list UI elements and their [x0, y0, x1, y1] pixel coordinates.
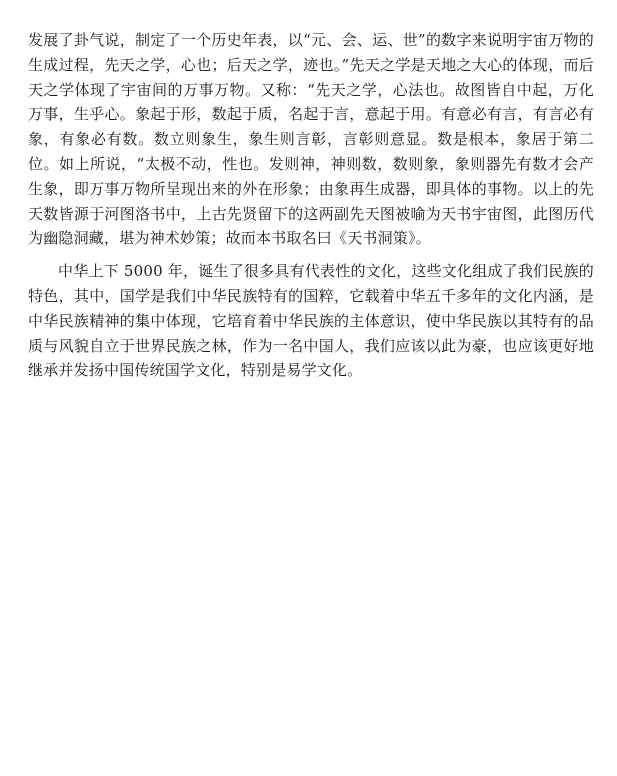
body-paragraph: 发展了卦气说，制定了一个历史年表，以“元、会、运、世”的数字来说明宇宙万物的生成过程，先天之学，心也；后天之学，迹也。”先天之学是天地之大心的体现，而后天之学体现了宇宙间的万事万物。又称：“先天之学，心法也。故图皆自中起，万化万事，生乎心。象起于形，数起于质，名起于言，意起于用。有意必有言，有言必有象，有象必有数。数立则象生，象生则言彰，言彰则意显。数是根本，象居于第二位。如上所说，“太极不动，性也。发则神，神则数，数则象，象则器先有数才会产生象，即万事万物所呈现出来的外在形象；由象再生成器，即具体的事物。以上的先天数皆源于河图洛书中，上古先贤留下的这两副先天图被喻为天书宇宙图，此图历代为幽隐洞藏，堪为神术妙策；故而本书取名曰《天书洞策》。: [28, 31, 594, 248]
body-paragraph: 中华上下 5000 年，诞生了很多具有代表性的文化，这些文化组成了我们民族的特色，其中，国学是我们中华民族特有的国粹，它载着中华五千多年的文化内涵，是中华民族精神的集中体现，它培育着中华民族的主体意识，使中华民族以其特有的品质与风貌自立于世界民族之林，作为一名中国人，我们应该以此为豪，也应该更好地继承并发扬中国传统国学文化，特别是易学文化。: [28, 262, 594, 380]
document-page: [28, 28, 594, 383]
